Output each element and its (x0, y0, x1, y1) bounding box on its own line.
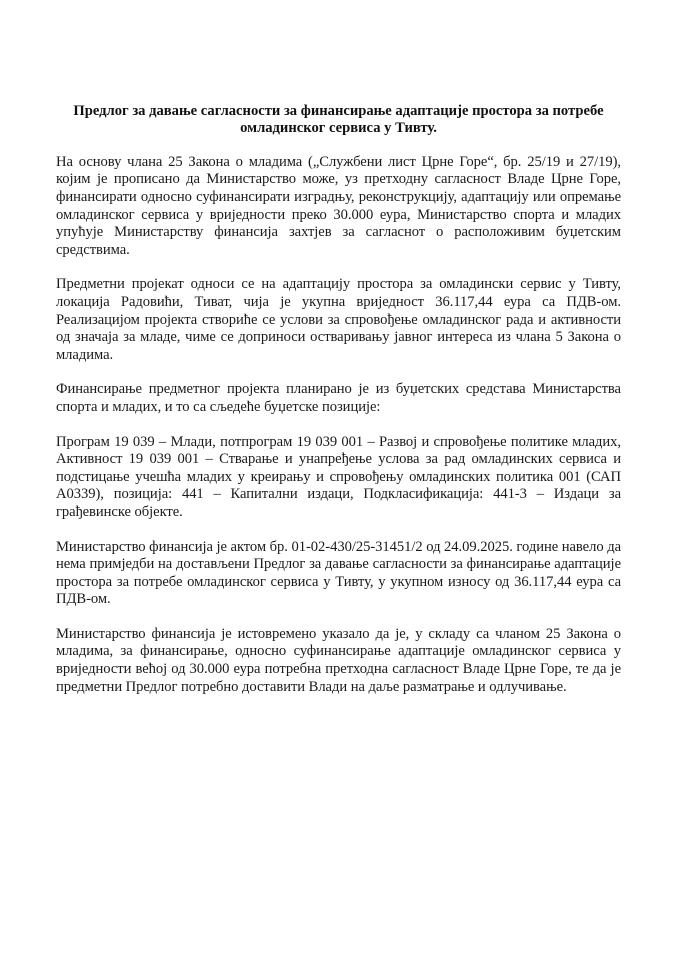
paragraph-financing-source: Финансирање предметног пројекта планирано је из буџетских средстава Министарства спорта и младих, и то са сљедеће буџетске позиције: (56, 381, 621, 415)
paragraph-budget-position: Програм 19 039 – Млади, потпрограм 19 039 001 – Развој и спровођење политике младих, Активност 19 039 001 – Стварање и унапређење услова за рад омладинских сервиса и подстицање учешћа младих у креирању и спровођењу омладинских политика 001 (САП А0339), позиција: 441 – Капитални издаци, Подкласификација: 441-3 – Издаци за грађевинске објекте. (56, 433, 621, 520)
document-page (56, 103, 621, 713)
paragraph-government-consent: Министарство финансија је истовремено указало да је, у складу са чланом 25 Закона о младима, за финансирање, односно суфинансирање адаптације омладинског сервиса у вриједности већој од 30.000 еура потребна претходна сагласност Владе Црне Горе, те да је предметни Предлог потребно доставити Влади на даље разматрање и одлучивање. (56, 625, 621, 695)
paragraph-project-description: Предметни пројекат односи се на адаптацију простора за омладински сервис у Тивту, локација Радовићи, Тиват, чија је укупна вриједност 36.117,44 еура са ПДВ-ом. Реализацијом пројекта створиће се услови за спровођење омладинског рада и активности од значаја за младе, чиме се доприноси остваривању јавног интереса из члана 5 Закона о младима. (56, 276, 621, 363)
paragraph-ministry-approval: Министарство финансија је актом бр. 01-02-430/25-31451/2 од 24.09.2025. године навело да нема примједби на достављени Предлог за давање сагласности за финансирање адаптације простора за потребе омладинског сервиса у Тивту, у укупном износу од 36.117,44 еура са ПДВ-ом. (56, 538, 621, 608)
document-title: Предлог за давање сагласности за финансирање адаптације простора за потребе омладинског сервиса у Тивту. (73, 103, 604, 137)
paragraph-legal-basis: На основу члана 25 Закона о младима („Службени лист Црне Горе“, бр. 25/19 и 27/19), којим је прописано да Министарство може, уз претходну сагласност Владе Црне Горе, финансирати односно суфинансирати изградњу, реконструкцију, адаптацију или опремање омладинског сервиса у вриједности преко 30.000 еура, Министарство спорта и младих упућује Министарству финансија захтјев за сагласнот о расположивим буџетским средствима. (56, 153, 621, 258)
